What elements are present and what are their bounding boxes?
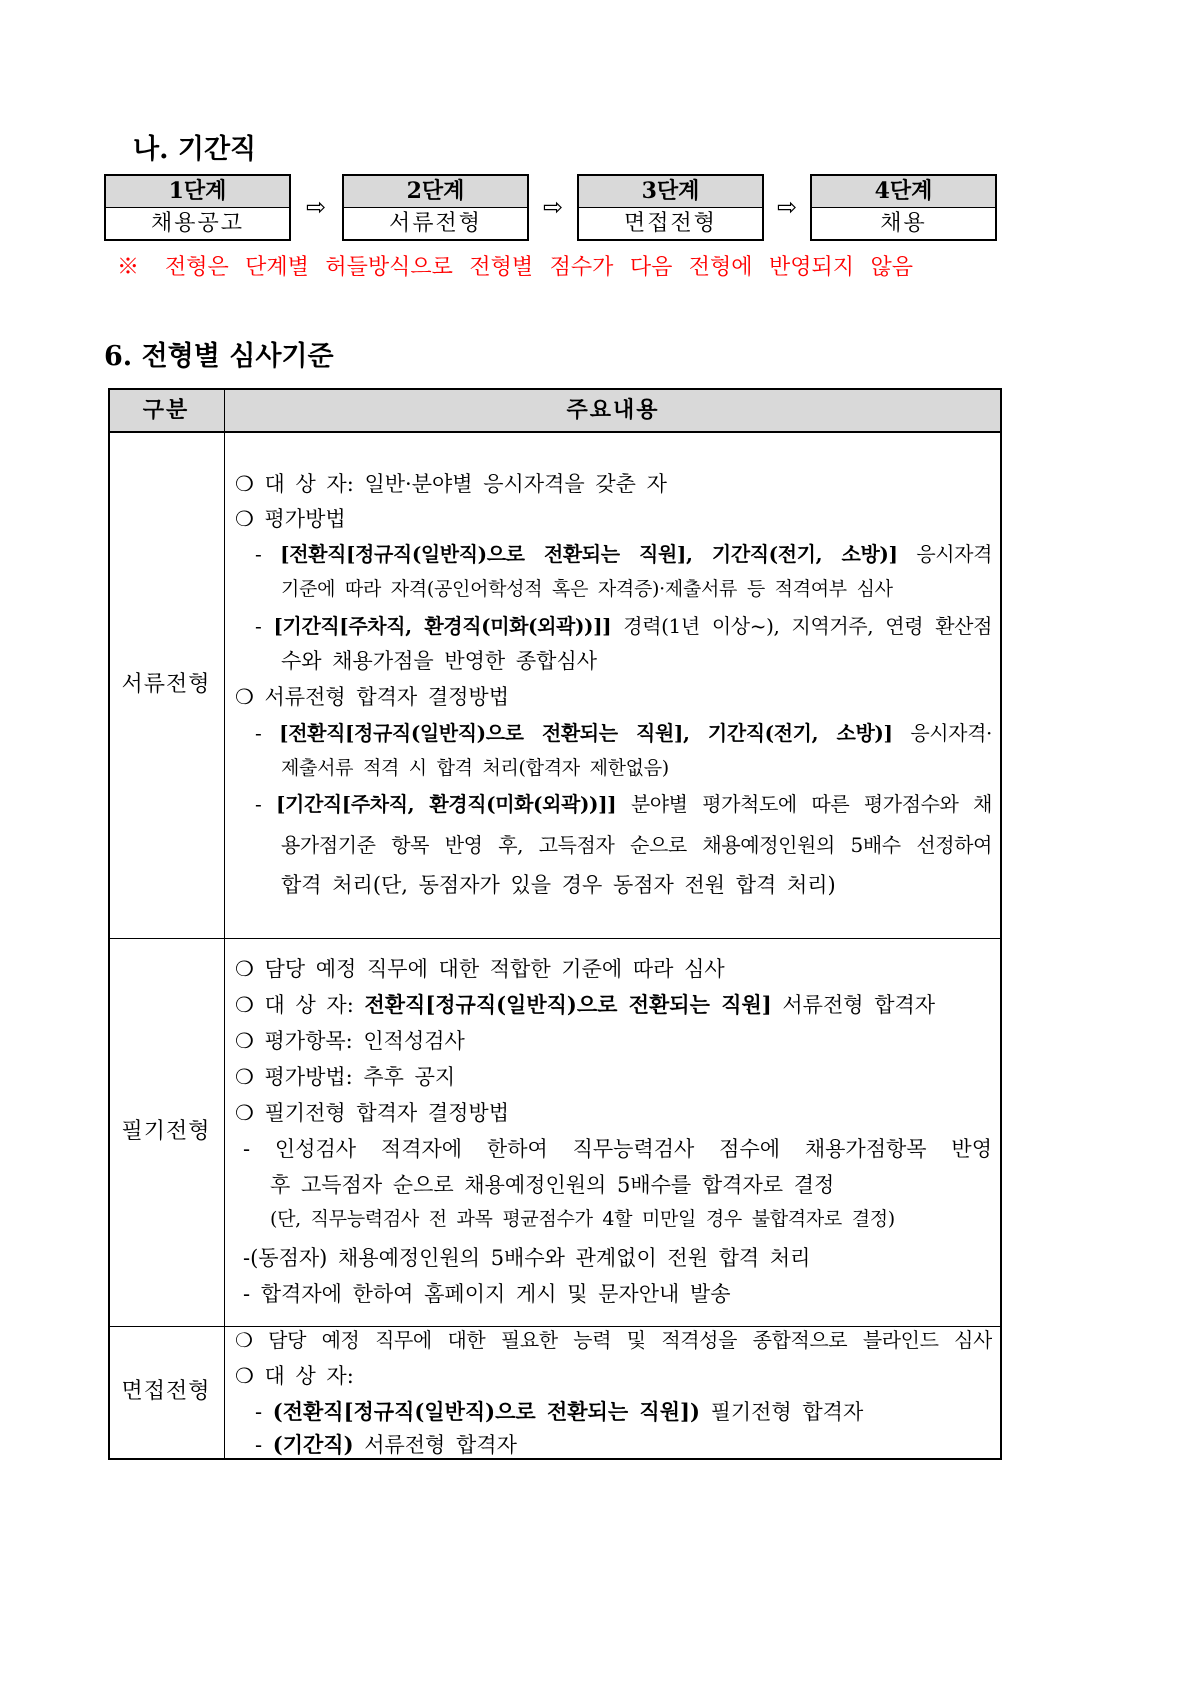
- line-text: -: [255, 721, 280, 745]
- line-text: -: [255, 1400, 273, 1424]
- criteria-line: [255, 716, 992, 750]
- right-arrow-icon: ⇨: [542, 193, 564, 221]
- line-text: 응시자격: [897, 542, 992, 566]
- right-arrow-icon: ⇨: [776, 193, 798, 221]
- hurdle-note: ※ 전형은 단계별 허들방식으로 전형별 점수가 다음 전형에 반영되지 않음: [117, 255, 913, 280]
- line-text: 서류전형 합격자: [771, 993, 936, 1017]
- line-text: 필기전형 합격자: [699, 1400, 864, 1424]
- line-text: -: [255, 542, 281, 566]
- criteria-line: ❍ 평가방법: 추후 공지: [235, 1065, 456, 1089]
- row-label: 필기전형: [121, 1119, 211, 1144]
- step-stage: 2단계: [344, 176, 527, 208]
- line-text: -: [255, 1433, 273, 1457]
- table-header-divider: [108, 431, 1002, 433]
- criteria-line: ❍ 필기전형 합격자 결정방법: [235, 1101, 509, 1125]
- emphasis-text: 전환직[정규직(일반직)으로 전환되는 직원]: [364, 992, 772, 1017]
- criteria-line: ❍ 담당 예정 직무에 대한 적합한 기준에 따라 심사: [235, 957, 725, 981]
- line-text: 분야별 평가척도에 따른 평가점수와 채: [616, 792, 992, 816]
- table-header-content: 주요내용: [566, 397, 660, 423]
- criteria-line: ❍ 평가항목: 인적성검사: [235, 1029, 465, 1053]
- line-text: 경력(1년 이상~), 지역거주, 연령 환산점: [611, 614, 992, 638]
- criteria-line: ❍ 서류전형 합격자 결정방법: [235, 685, 509, 709]
- criteria-line: ❍ 대 상 자: 일반·분야별 응시자격을 갖춘 자: [235, 472, 667, 496]
- step-stage: 1단계: [106, 176, 289, 208]
- criteria-line: 수와 채용가점을 반영한 종합심사: [281, 649, 598, 673]
- criteria-line: [255, 609, 992, 643]
- criteria-line: -(동점자) 채용예정인원의 5배수와 관계없이 전원 합격 처리: [243, 1246, 811, 1270]
- criteria-line: 합격 처리(단, 동점자가 있을 경우 동점자 전원 합격 처리): [281, 873, 836, 897]
- criteria-line: [235, 988, 992, 1022]
- section-heading-procedure: 나. 기간직: [133, 134, 257, 165]
- criteria-line: (단, 직무능력검사 전 과목 평균점수가 4할 미만일 경우 불합격자로 결정): [270, 1208, 895, 1230]
- row-label: 면접전형: [121, 1379, 211, 1404]
- step-name: 채용: [880, 211, 927, 236]
- criteria-line: ❍ 담당 예정 직무에 대한 필요한 능력 및 적격성을 종합적으로 블라인드 심사: [235, 1328, 992, 1352]
- line-text: ❍ 대 상 자:: [235, 993, 365, 1017]
- step-name: 면접전형: [623, 211, 717, 236]
- emphasis-text: [기간직[주차직, 환경직(미화(외곽))]]: [273, 614, 612, 638]
- line-text: 서류전형 합격자: [353, 1433, 517, 1457]
- emphasis-text: (기간직): [272, 1432, 354, 1457]
- emphasis-text: [전환직[정규직(일반직)으로 전환되는 직원], 기간직(전기, 소방)]: [279, 721, 893, 745]
- criteria-line: 용가점기준 항목 반영 후, 고득점자 순으로 채용예정인원의 5배수 선정하여: [281, 833, 992, 857]
- table-header-category: 구분: [142, 397, 190, 423]
- process-step: [342, 174, 529, 241]
- criteria-line: ❍ 평가방법: [235, 507, 346, 531]
- criteria-line: [255, 1428, 992, 1462]
- right-arrow-icon: ⇨: [305, 193, 327, 221]
- line-text: -: [255, 614, 274, 638]
- step-stage: 4단계: [812, 176, 995, 208]
- criteria-line: [255, 787, 992, 821]
- line-text: 응시자격·: [892, 721, 992, 745]
- row-label: 서류전형: [121, 672, 211, 697]
- criteria-line: 후 고득점자 순으로 채용예정인원의 5배수를 합격자로 결정: [270, 1173, 835, 1197]
- criteria-line: - 인성검사 적격자에 한하여 직무능력검사 점수에 채용가점항목 반영: [243, 1137, 992, 1161]
- section-heading-criteria: 6. 전형별 심사기준: [104, 341, 334, 372]
- criteria-line: [255, 537, 992, 571]
- criteria-line: [255, 1395, 992, 1429]
- table-row-divider: [108, 938, 1002, 939]
- criteria-line: - 합격자에 한하여 홈페이지 게시 및 문자안내 발송: [243, 1282, 731, 1306]
- line-text: -: [255, 792, 276, 816]
- process-step: [810, 174, 997, 241]
- table-column-divider: [224, 388, 225, 1460]
- emphasis-text: [기간직[주차직, 환경직(미화(외곽))]]: [275, 792, 617, 816]
- process-step: [104, 174, 291, 241]
- criteria-line: ❍ 대 상 자:: [235, 1364, 354, 1388]
- step-name: 서류전형: [388, 211, 482, 236]
- emphasis-text: (전환직[정규직(일반직)으로 전환되는 직원]): [272, 1399, 700, 1424]
- step-name: 채용공고: [150, 211, 244, 236]
- emphasis-text: [전환직[정규직(일반직)으로 전환되는 직원], 기간직(전기, 소방)]: [280, 542, 898, 566]
- step-stage: 3단계: [579, 176, 762, 208]
- criteria-line: 제출서류 적격 시 합격 처리(합격자 제한없음): [281, 757, 669, 779]
- criteria-line: 기준에 따라 자격(공인어학성적 혹은 자격증)·제출서류 등 적격여부 심사: [281, 578, 893, 600]
- process-step: [577, 174, 764, 241]
